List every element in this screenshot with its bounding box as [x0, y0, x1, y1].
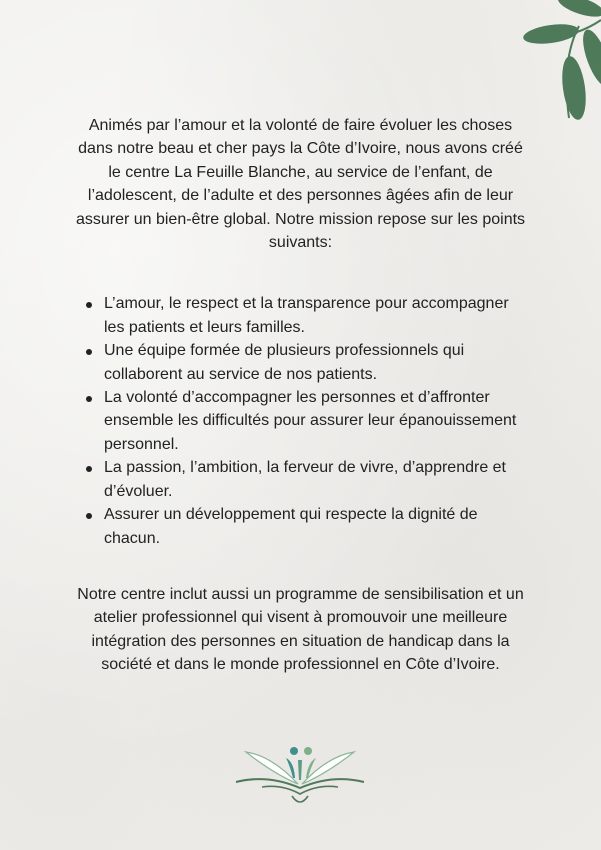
bullet-icon: [86, 396, 92, 402]
list-item: [84, 456, 531, 503]
mission-list: [70, 292, 531, 549]
list-item: [84, 339, 531, 386]
intro-paragraph: Animés par l’amour et la volonté de faire évoluer les choses dans notre beau et cher pays la Côte d’Ivoire, nous avons créé le centre La Feuille Blanche, au service de l’enfant, de l’adolescent, de l’adulte et des personnes âgées afin de leur assurer un bien-être global. Notre mission repose sur les points suivants:: [75, 117, 526, 252]
main-content: [70, 114, 531, 677]
outro-paragraph: Notre centre inclut aussi un programme de sensibilisation et un atelier professionnel qui visent à promouvoir une meilleure intégration des personnes en situation de handicap dans la société et dans le monde professionnel en Côte d’Ivoire.: [77, 585, 524, 674]
list-item-text: La volonté d’accompagner les personnes et d’affronter ensemble les difficultés pour assurer leur épanouissement personnel.: [104, 389, 517, 453]
list-item: [84, 386, 531, 456]
bullet-icon: [86, 513, 92, 519]
list-item-text: L’amour, le respect et la transparence pour accompagner les patients et leurs familles.: [104, 295, 509, 336]
list-item: [84, 503, 531, 550]
list-item: [84, 292, 531, 339]
bullet-icon: [86, 466, 92, 472]
bullet-icon: [86, 349, 92, 355]
book-people-logo-icon: [232, 744, 368, 810]
list-item-text: La passion, l’ambition, la ferveur de vivre, d’apprendre et d’évoluer.: [104, 459, 506, 500]
list-item-text: Assurer un développement qui respecte la dignité de chacun.: [104, 506, 478, 547]
bullet-icon: [86, 302, 92, 308]
list-item-text: Une équipe formée de plusieurs professionnels qui collaborent au service de nos patients.: [104, 342, 465, 383]
